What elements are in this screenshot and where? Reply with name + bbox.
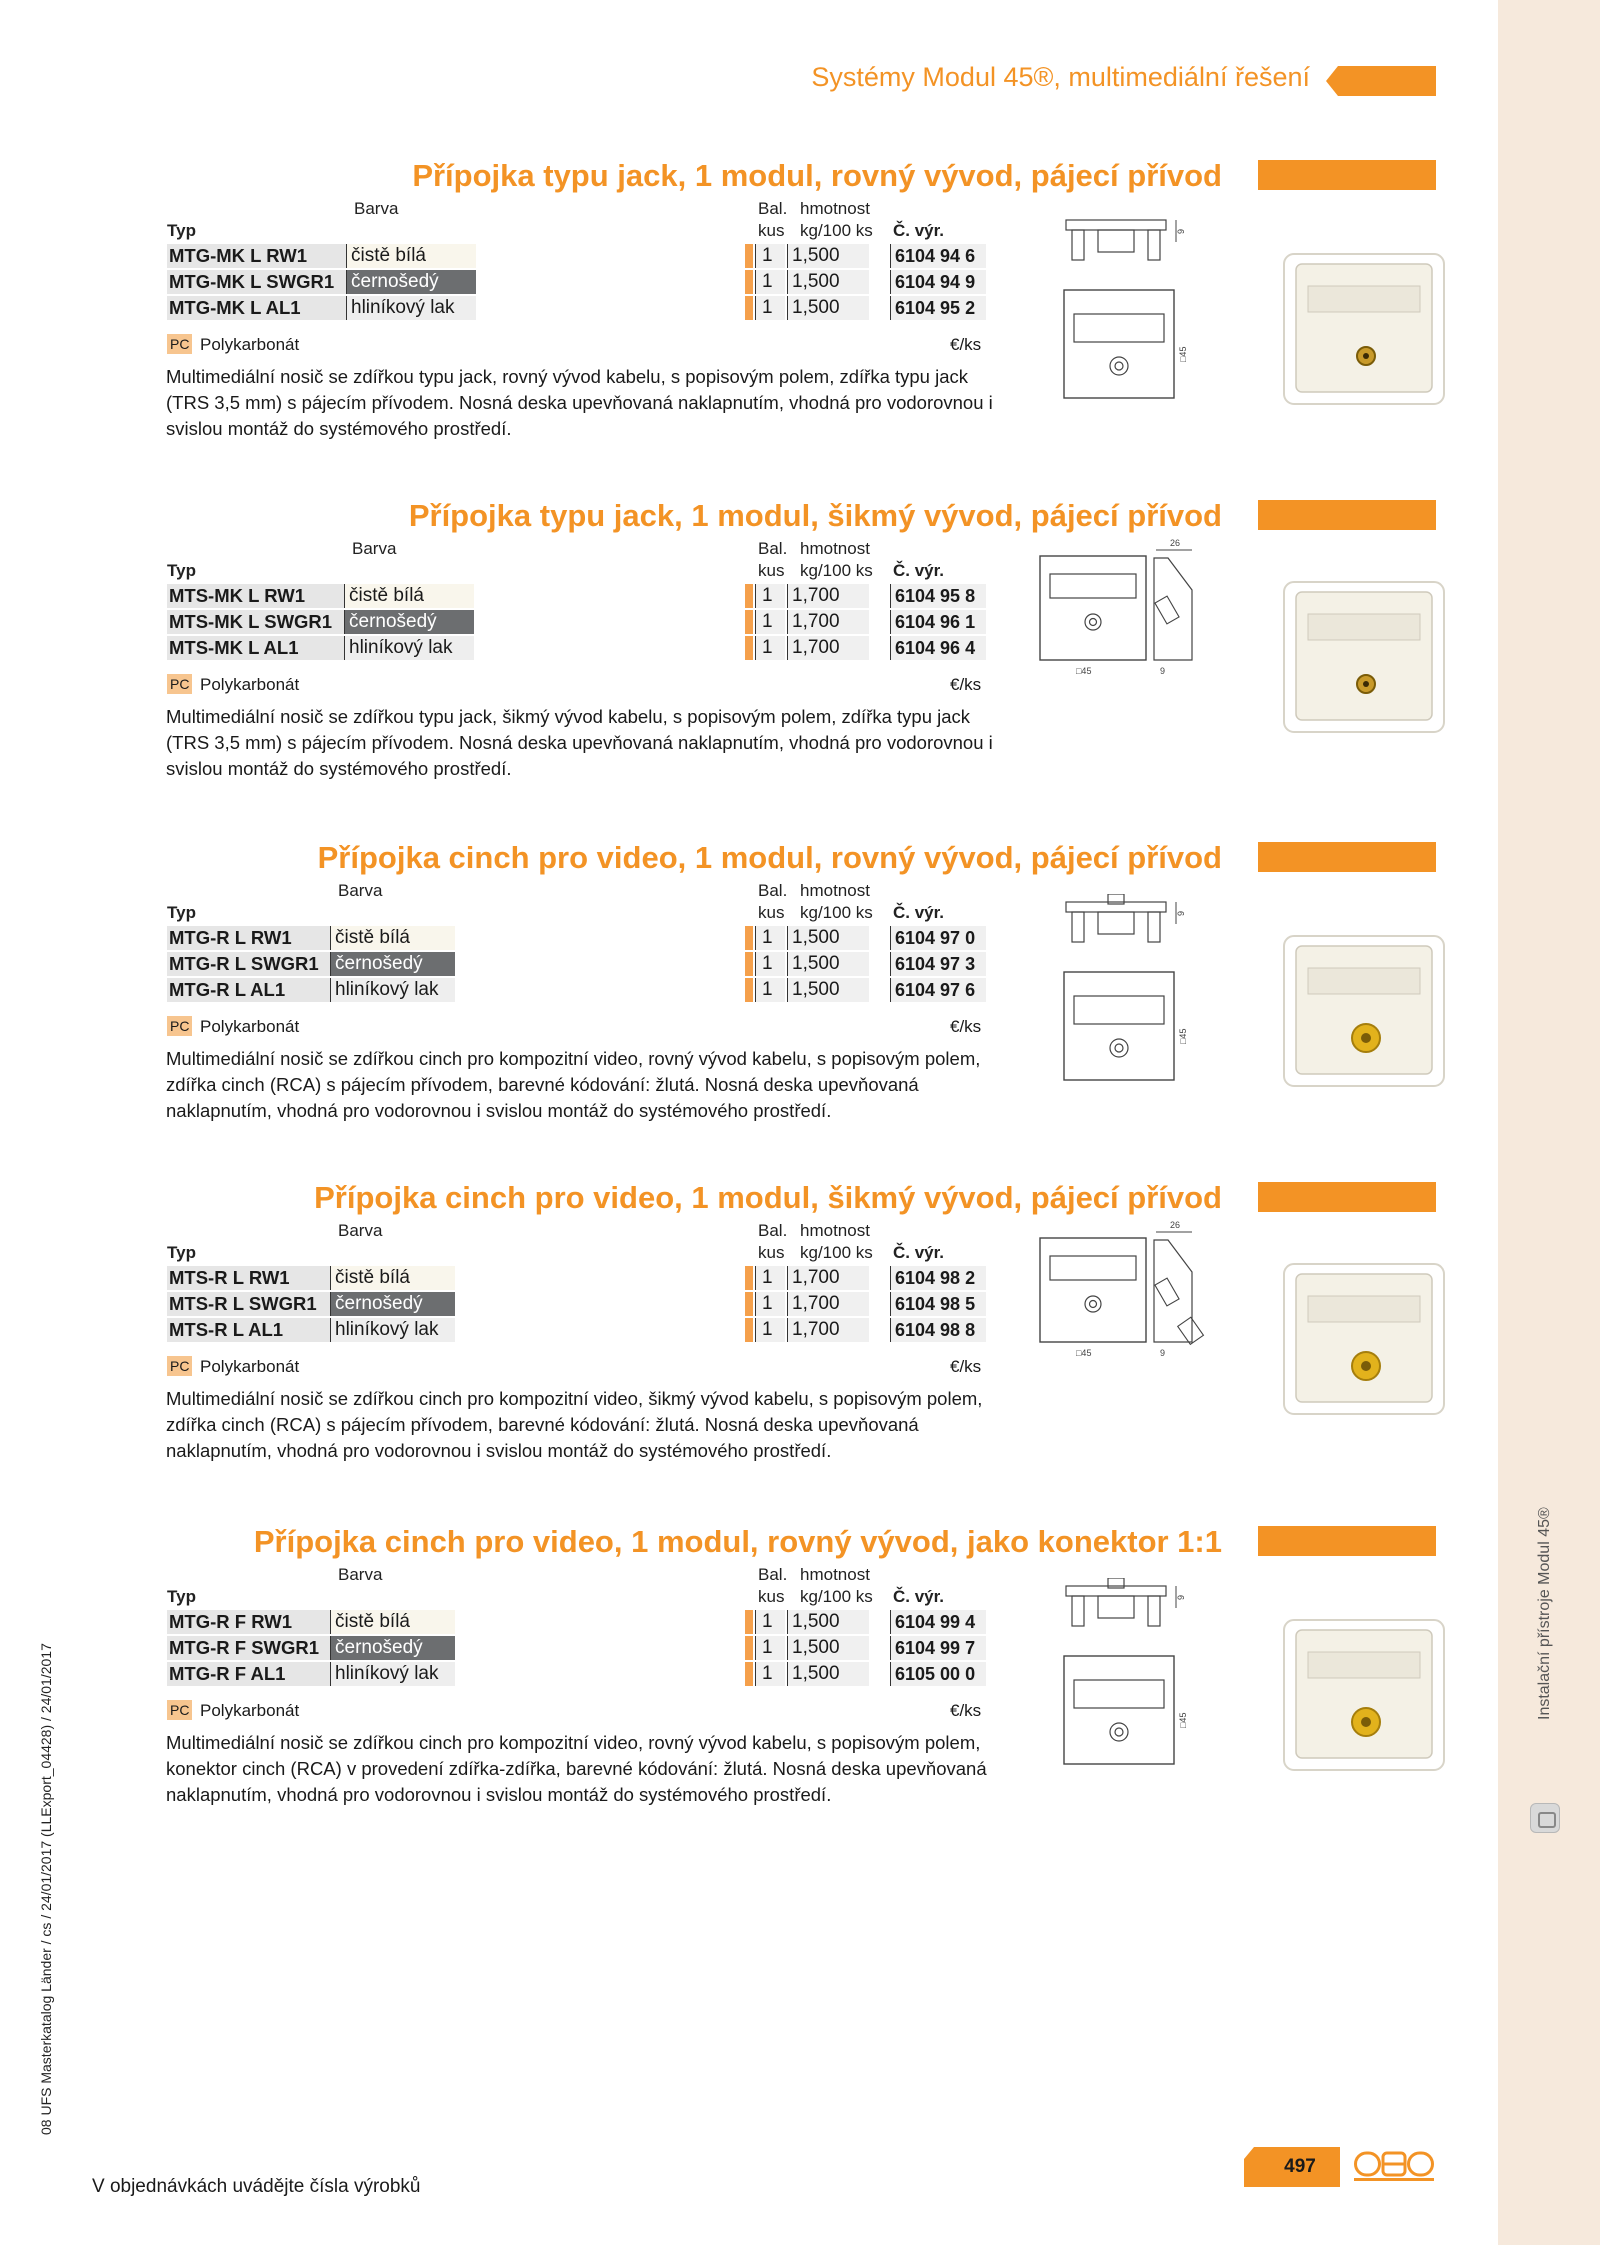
table-row: [167, 296, 997, 320]
row-marker: [745, 584, 753, 608]
row-weight: 1,700: [787, 1292, 869, 1316]
drawing-clip-right: [1148, 1596, 1160, 1626]
section-title-bar: [1258, 842, 1436, 872]
drawing-dim-label: 26: [1170, 538, 1181, 548]
row-type: MTG-R L AL1: [167, 978, 352, 1002]
drawing-size-label: □45: [1178, 1028, 1188, 1044]
photo-cinch-pin: [1361, 1717, 1371, 1727]
row-type: MTS-MK L AL1: [167, 636, 352, 660]
row-color: černošedý: [330, 952, 455, 976]
drawing-clip-right: [1148, 912, 1160, 942]
section-title: Přípojka typu jack, 1 modul, šikmý vývod, pájecí přívod: [408, 498, 1222, 533]
drawing-dim-label-2: 9: [1160, 1348, 1166, 1358]
row-code: 6104 96 1: [890, 610, 986, 634]
drawing-socket-outer: [1110, 1723, 1128, 1741]
drawing-socket-inner: [1115, 1728, 1123, 1736]
page-number: 497: [1284, 2156, 1316, 2177]
price-unit: €/ks: [950, 1357, 982, 1376]
chapter-thumbnail-icon: [1530, 1803, 1560, 1833]
drawing-socket-outer: [1110, 357, 1128, 375]
material-text: Polykarbonát: [200, 675, 300, 694]
col-weight-unit: kg/100 ks: [800, 1243, 873, 1262]
row-type: MTS-R L RW1: [167, 1266, 352, 1290]
row-code: 6104 99 4: [890, 1610, 986, 1634]
row-color: čistě bílá: [330, 1610, 455, 1634]
row-weight: 1,500: [787, 978, 869, 1002]
col-weight-unit: kg/100 ks: [800, 561, 873, 580]
row-bal: 1: [755, 926, 785, 950]
row-bal: 1: [755, 584, 785, 608]
drawing-socket-inner: [1115, 362, 1123, 370]
product-description: Multimediální nosič se zdířkou typu jack, rovný vývod kabelu, s popisovým polem, zdířka typu jack (TRS 3,5 mm) s pájecím přívodem. Nosná deska upevňovaná naklapnutím, vhodná pro vodorovnou i svislou montáž do systémového prostředí.: [166, 366, 993, 439]
technical-drawing: [1058, 1578, 1198, 1770]
row-bal: 1: [755, 1318, 785, 1342]
row-type: MTS-R L SWGR1: [167, 1292, 352, 1316]
row-color: čistě bílá: [346, 244, 476, 268]
drawing-clip-left: [1072, 230, 1084, 260]
row-weight: 1,700: [787, 636, 869, 660]
drawing-jack-body: [1098, 912, 1134, 934]
row-marker: [745, 1610, 753, 1634]
drawing-side-profile: [1154, 558, 1192, 660]
col-bal-unit: kus: [758, 1587, 785, 1606]
table-row: [167, 978, 997, 1002]
col-bal-unit: kus: [758, 221, 785, 240]
drawing-socket-inner: [1115, 1044, 1123, 1052]
row-marker: [745, 244, 753, 268]
drawing-socket-outer: [1085, 614, 1101, 630]
row-type: MTG-R F RW1: [167, 1610, 352, 1634]
row-marker: [745, 952, 753, 976]
row-code: 6104 97 0: [890, 926, 986, 950]
table-row: [167, 244, 997, 268]
section-title: Přípojka typu jack, 1 modul, rovný vývod, pájecí přívod: [412, 158, 1222, 193]
table-row: [167, 1266, 997, 1290]
col-weight-header: hmotnost: [800, 1221, 870, 1240]
row-bal: 1: [755, 610, 785, 634]
side-vertical-label: Instalační přístroje Modul 45®: [1536, 1507, 1553, 1720]
material-text: Polykarbonát: [200, 1357, 300, 1376]
page-header-title: Systémy Modul 45®, multimediální řešení: [811, 62, 1310, 92]
photo-jack-pin: [1363, 353, 1369, 359]
product-section: [0, 840, 1498, 1180]
drawing-dim-label: 9: [1176, 910, 1186, 916]
photo-module-face: [1296, 1274, 1432, 1402]
col-bal-header: Bal.: [758, 1565, 788, 1584]
col-weight-unit: kg/100 ks: [800, 1587, 873, 1606]
section-title-bar: [1258, 500, 1436, 530]
col-bal-header: Bal.: [758, 539, 788, 558]
row-color: hliníkový lak: [330, 978, 455, 1002]
col-color-header: Barva: [338, 881, 383, 900]
row-marker: [745, 978, 753, 1002]
drawing-dim-label: 26: [1170, 1220, 1181, 1230]
col-weight-header: hmotnost: [800, 881, 870, 900]
header-tab-marker: [1326, 66, 1436, 96]
row-weight: 1,700: [787, 584, 869, 608]
drawing-label-field: [1050, 1256, 1136, 1280]
col-color-header: Barva: [354, 199, 399, 218]
col-bal-header: Bal.: [758, 1221, 788, 1240]
material-badge: PC: [167, 1016, 192, 1036]
section-title: Přípojka cinch pro video, 1 modul, šikmý vývod, pájecí přívod: [314, 1180, 1222, 1215]
table-row: [167, 584, 997, 608]
product-description: Multimediální nosič se zdířkou cinch pro kompozitní video, šikmý vývod kabelu, s popisovým polem, zdířka cinch (RCA) s pájecím přívodem, barevné kódování: žlutá. Nosná deska upevňovaná naklapnutím, vhodná pro vodorovnou i svislou montáž do systémového prostředí.: [166, 1388, 983, 1461]
product-description: Multimediální nosič se zdířkou cinch pro kompozitní video, rovný vývod kabelu, s popisovým polem, zdířka cinch (RCA) s pájecím přívodem, barevné kódování: žlutá. Nosná deska upevňovaná naklapnutím, vhodná pro vodorovnou i svislou montáž do systémového prostředí.: [166, 1048, 981, 1121]
row-color: černošedý: [346, 270, 476, 294]
side-band: [1498, 0, 1600, 2245]
table-row: [167, 1292, 997, 1316]
row-type: MTG-MK L RW1: [167, 244, 352, 268]
row-code: 6104 94 9: [890, 270, 986, 294]
section-title-bar: [1258, 1182, 1436, 1212]
row-marker: [745, 296, 753, 320]
drawing-size-label: □45: [1076, 666, 1092, 676]
row-weight: 1,700: [787, 610, 869, 634]
material-badge: PC: [167, 674, 192, 694]
photo-label-field: [1308, 1652, 1420, 1678]
section-title: Přípojka cinch pro video, 1 modul, rovný vývod, jako konektor 1:1: [253, 1524, 1222, 1559]
row-bal: 1: [755, 1266, 785, 1290]
col-weight-unit: kg/100 ks: [800, 903, 873, 922]
drawing-label-field: [1074, 1680, 1164, 1708]
row-color: čistě bílá: [330, 926, 455, 950]
table-row: [167, 1636, 997, 1660]
row-bal: 1: [755, 270, 785, 294]
drawing-socket-inner: [1090, 1301, 1097, 1308]
col-color-header: Barva: [338, 1565, 383, 1584]
row-weight: 1,500: [787, 1636, 869, 1660]
row-weight: 1,500: [787, 270, 869, 294]
col-type-header: Typ: [167, 1243, 196, 1262]
col-bal-unit: kus: [758, 561, 785, 580]
row-color: hliníkový lak: [346, 296, 476, 320]
row-bal: 1: [755, 978, 785, 1002]
drawing-size-label: □45: [1178, 346, 1188, 362]
drawing-front-plate: [1040, 1238, 1146, 1342]
table-row: [167, 926, 997, 950]
row-bal: 1: [755, 244, 785, 268]
col-type-header: Typ: [167, 903, 196, 922]
section-title-bar: [1258, 160, 1436, 190]
row-bal: 1: [755, 1292, 785, 1316]
row-type: MTS-MK L SWGR1: [167, 610, 352, 634]
photo-label-field: [1308, 968, 1420, 994]
left-margin-text: 08 UFS Masterkatalog Länder / cs / 24/01/2017 (LLExport_04428) / 24/01/2017: [38, 1643, 54, 2135]
row-code: 6104 95 8: [890, 584, 986, 608]
drawing-socket-outer: [1110, 1039, 1128, 1057]
drawing-dim-label: 9: [1176, 1594, 1186, 1600]
drawing-angled-outlet: [1155, 1278, 1179, 1306]
row-color: černošedý: [330, 1636, 455, 1660]
price-unit: €/ks: [950, 1701, 982, 1720]
photo-cinch-pin: [1361, 1361, 1371, 1371]
product-photo: [1282, 1618, 1446, 1774]
drawing-size-label: □45: [1076, 1348, 1092, 1358]
technical-drawing: [1058, 894, 1198, 1086]
row-code: 6104 98 5: [890, 1292, 986, 1316]
row-code: 6105 00 0: [890, 1662, 986, 1686]
photo-module-face: [1296, 592, 1432, 720]
drawing-front-plate: [1064, 1656, 1174, 1764]
col-code-header: Č. výr.: [893, 903, 945, 922]
table-row: [167, 1610, 997, 1634]
row-color: černošedý: [330, 1292, 455, 1316]
row-marker: [745, 1636, 753, 1660]
row-color: čistě bílá: [344, 584, 474, 608]
row-weight: 1,500: [787, 926, 869, 950]
photo-label-field: [1308, 286, 1420, 312]
drawing-clip-right: [1148, 230, 1160, 260]
col-weight-unit: kg/100 ks: [800, 221, 873, 240]
product-description: Multimediální nosič se zdířkou cinch pro kompozitní video, rovný vývod kabelu, s popisovým polem, konektor cinch (RCA) v provedení zdířka-zdířka, barevné kódování: žlutá. Nosná deska upevňovaná naklapnutím, vhodná pro vodorovnou i svislou montáž do systémového prostředí.: [166, 1732, 987, 1805]
row-color: hliníkový lak: [330, 1318, 455, 1342]
technical-drawing: [1058, 212, 1198, 404]
row-weight: 1,500: [787, 1662, 869, 1686]
product-section: [0, 1180, 1498, 1520]
section-title: Přípojka cinch pro video, 1 modul, rovný vývod, pájecí přívod: [317, 840, 1222, 875]
material-text: Polykarbonát: [200, 335, 300, 354]
technical-drawing: [1036, 528, 1206, 688]
row-code: 6104 99 7: [890, 1636, 986, 1660]
material-badge: PC: [167, 1356, 192, 1376]
price-unit: €/ks: [950, 675, 982, 694]
row-type: MTG-R L RW1: [167, 926, 352, 950]
col-type-header: Typ: [167, 561, 196, 580]
product-section: [0, 1524, 1498, 1864]
row-type: MTG-MK L SWGR1: [167, 270, 352, 294]
row-bal: 1: [755, 1662, 785, 1686]
drawing-cinch-stub: [1178, 1317, 1204, 1344]
row-marker: [745, 636, 753, 660]
row-marker: [745, 1662, 753, 1686]
footer-note: V objednávkách uvádějte čísla výrobků: [92, 2176, 421, 2197]
col-bal-header: Bal.: [758, 881, 788, 900]
section-title-bar: [1258, 1526, 1436, 1556]
drawing-label-field: [1074, 996, 1164, 1024]
product-photo: [1282, 252, 1446, 408]
drawing-clip-left: [1072, 912, 1084, 942]
photo-jack-pin: [1363, 681, 1369, 687]
table-row: [167, 636, 997, 660]
row-weight: 1,700: [787, 1266, 869, 1290]
col-weight-header: hmotnost: [800, 199, 870, 218]
row-bal: 1: [755, 296, 785, 320]
col-code-header: Č. výr.: [893, 561, 945, 580]
price-unit: €/ks: [950, 1017, 982, 1036]
row-code: 6104 98 8: [890, 1318, 986, 1342]
technical-drawing: [1036, 1210, 1206, 1370]
table-row: [167, 1662, 997, 1686]
col-weight-header: hmotnost: [800, 539, 870, 558]
row-code: 6104 98 2: [890, 1266, 986, 1290]
row-type: MTG-R L SWGR1: [167, 952, 352, 976]
row-code: 6104 96 4: [890, 636, 986, 660]
drawing-socket-outer: [1085, 1296, 1101, 1312]
obo-logo-icon: [1354, 2150, 1434, 2182]
drawing-front-plate: [1040, 556, 1146, 660]
product-description: Multimediální nosič se zdířkou typu jack, šikmý vývod kabelu, s popisovým polem, zdířka typu jack (TRS 3,5 mm) s pájecím přívodem. Nosná deska upevňovaná naklapnutím, vhodná pro vodorovnou i svislou montáž do systémového prostředí.: [166, 706, 993, 779]
material-text: Polykarbonát: [200, 1017, 300, 1036]
drawing-label-field: [1050, 574, 1136, 598]
row-color: čistě bílá: [330, 1266, 455, 1290]
row-marker: [745, 1318, 753, 1342]
col-code-header: Č. výr.: [893, 1587, 945, 1606]
row-code: 6104 95 2: [890, 296, 986, 320]
row-weight: 1,500: [787, 244, 869, 268]
table-row: [167, 952, 997, 976]
col-color-header: Barva: [338, 1221, 383, 1240]
row-weight: 1,500: [787, 296, 869, 320]
row-type: MTS-R L AL1: [167, 1318, 352, 1342]
row-weight: 1,500: [787, 952, 869, 976]
row-type: MTG-R F AL1: [167, 1662, 352, 1686]
row-marker: [745, 610, 753, 634]
product-section: [0, 498, 1498, 838]
photo-cinch-pin: [1361, 1033, 1371, 1043]
drawing-front-plate: [1064, 972, 1174, 1080]
drawing-front-plate: [1064, 290, 1174, 398]
drawing-jack-body: [1098, 230, 1134, 252]
row-bal: 1: [755, 1610, 785, 1634]
row-code: 6104 97 3: [890, 952, 986, 976]
product-photo: [1282, 934, 1446, 1090]
col-type-header: Typ: [167, 1587, 196, 1606]
table-row: [167, 1318, 997, 1342]
photo-label-field: [1308, 1296, 1420, 1322]
col-code-header: Č. výr.: [893, 1243, 945, 1262]
row-bal: 1: [755, 1636, 785, 1660]
row-marker: [745, 1292, 753, 1316]
row-marker: [745, 926, 753, 950]
row-code: 6104 94 6: [890, 244, 986, 268]
drawing-label-field: [1074, 314, 1164, 342]
price-unit: €/ks: [950, 335, 982, 354]
row-color: hliníkový lak: [344, 636, 474, 660]
col-weight-header: hmotnost: [800, 1565, 870, 1584]
drawing-clip-left: [1072, 1596, 1084, 1626]
material-text: Polykarbonát: [200, 1701, 300, 1720]
row-marker: [745, 1266, 753, 1290]
product-photo: [1282, 580, 1446, 736]
row-color: hliníkový lak: [330, 1662, 455, 1686]
drawing-size-label: □45: [1178, 1712, 1188, 1728]
drawing-dim-label-2: 9: [1160, 666, 1166, 676]
photo-label-field: [1308, 614, 1420, 640]
drawing-jack-body: [1098, 1596, 1134, 1618]
row-bal: 1: [755, 952, 785, 976]
photo-module-face: [1296, 946, 1432, 1074]
col-color-header: Barva: [352, 539, 397, 558]
row-type: MTS-MK L RW1: [167, 584, 352, 608]
row-marker: [745, 270, 753, 294]
material-badge: PC: [167, 1700, 192, 1720]
col-type-header: Typ: [167, 221, 196, 240]
product-section: [0, 158, 1498, 498]
col-bal-unit: kus: [758, 1243, 785, 1262]
photo-module-face: [1296, 264, 1432, 392]
drawing-angled-outlet: [1155, 596, 1179, 624]
row-color: černošedý: [344, 610, 474, 634]
col-code-header: Č. výr.: [893, 221, 945, 240]
material-badge: PC: [167, 334, 192, 354]
product-photo: [1282, 1262, 1446, 1418]
row-type: MTG-R F SWGR1: [167, 1636, 352, 1660]
drawing-socket-inner: [1090, 619, 1097, 626]
col-bal-unit: kus: [758, 903, 785, 922]
row-type: MTG-MK L AL1: [167, 296, 352, 320]
table-row: [167, 270, 997, 294]
drawing-side-profile: [1154, 1240, 1192, 1342]
row-weight: 1,700: [787, 1318, 869, 1342]
row-bal: 1: [755, 636, 785, 660]
drawing-dim-label: 9: [1176, 228, 1186, 234]
drawing-top-plate: [1066, 220, 1166, 230]
col-bal-header: Bal.: [758, 199, 788, 218]
photo-module-face: [1296, 1630, 1432, 1758]
table-row: [167, 610, 997, 634]
row-code: 6104 97 6: [890, 978, 986, 1002]
row-weight: 1,500: [787, 1610, 869, 1634]
